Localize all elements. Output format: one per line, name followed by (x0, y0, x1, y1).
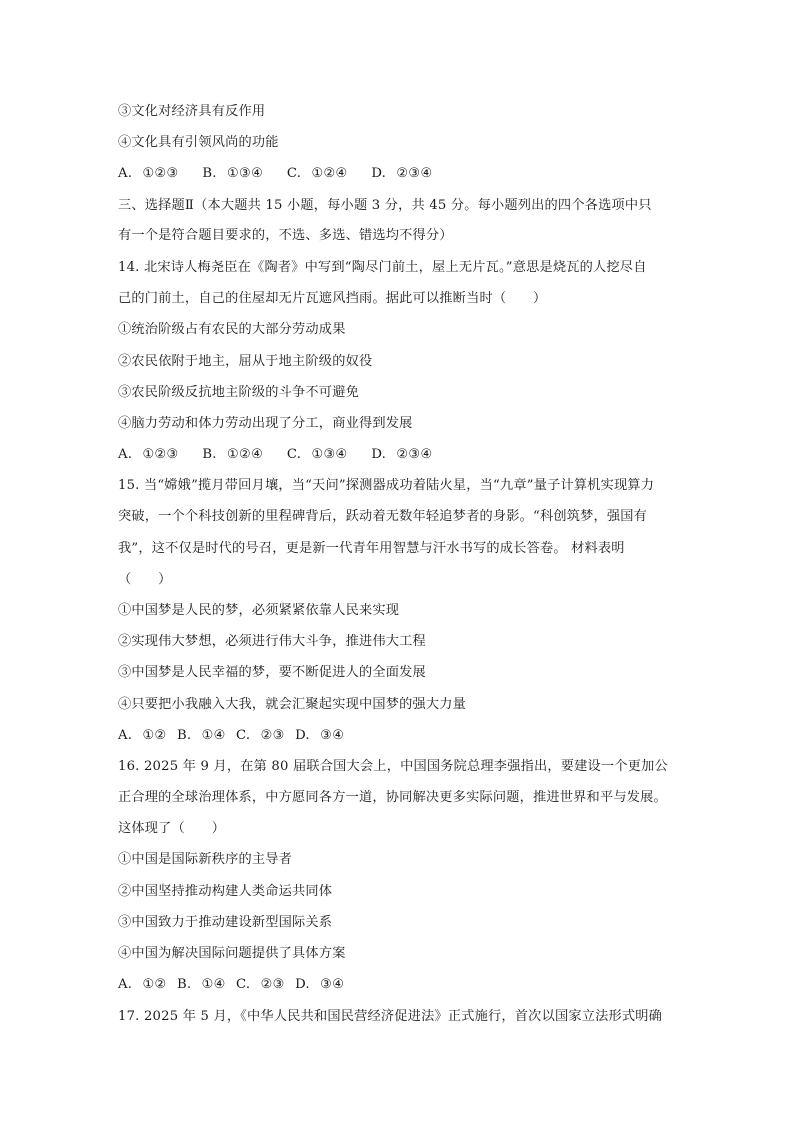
option-line: ③中国梦是人民幸福的梦，要不断促进人的全面发展 (118, 665, 426, 680)
option-line: ①统治阶级占有农民的大部分劳动成果 (118, 322, 346, 337)
question-14-stem: 14. 北宋诗人梅尧臣在《陶者》中写到“陶尽门前土，屋上无片瓦。”意思是烧瓦的人挖尽自 (118, 260, 647, 275)
option-line: ③农民阶级反抗地主阶级的斗争不可避免 (118, 385, 359, 400)
option-line: ③中国致力于推动建设新型国际关系 (118, 915, 333, 930)
option-line: ②中国坚持推动构建人类命运共同体 (118, 884, 333, 899)
answer-choices: A. ①②③ B. ①②④ C. ①③④ D. ②③④ (118, 447, 433, 462)
section-heading: 三、选择题Ⅱ（本大题共 15 小题，每小题 3 分，共 45 分。每小题列出的四个各选项中只 (118, 198, 652, 213)
question-16-stem-continued: 正合理的全球治理体系，中方愿同各方一道，协同解决更多实际问题，推进世界和平与发展。 (118, 790, 667, 805)
answer-choices: A. ①② B. ①④ C. ②③ D. ③④ (118, 977, 345, 992)
answer-choices: A. ①②③ B. ①③④ C. ①②④ D. ②③④ (118, 166, 433, 181)
answer-choices: A. ①② B. ①④ C. ②③ D. ③④ (118, 728, 345, 743)
question-17-stem: 17. 2025 年 5 月，《中华人民共和国民营经济促进法》正式施行，首次以国家立法形式明确 (118, 1009, 663, 1024)
question-16-stem: 16. 2025 年 9 月，在第 80 届联合国大会上，中国国务院总理李强指出，要建设一个更加公 (118, 759, 668, 774)
option-line: ③文化对经济具有反作用 (118, 104, 266, 119)
question-15-stem-continued: 我”，这不仅是时代的号召，更是新一代青年用智慧与汗水书写的成长答卷。 材料表明 (118, 541, 625, 556)
option-line: ①中国是国际新秩序的主导者 (118, 852, 293, 867)
option-line: ④文化具有引领风尚的功能 (118, 135, 279, 150)
option-line: ②实现伟大梦想，必须进行伟大斗争，推进伟大工程 (118, 634, 426, 649)
option-line: ④脑力劳动和体力劳动出现了分工，商业得到发展 (118, 416, 413, 431)
option-line: ②农民依附于地主，屈从于地主阶级的奴役 (118, 354, 373, 369)
option-line: ④只要把小我融入大我，就会汇聚起实现中国梦的强大力量 (118, 697, 467, 712)
option-line: ①中国梦是人民的梦，必须紧紧依靠人民来实现 (118, 603, 400, 618)
section-heading-continued: 有一个是符合题目要求的，不选、多选、错选均不得分） (118, 228, 453, 243)
option-line: ④中国为解决国际问题提供了具体方案 (118, 946, 346, 961)
question-15-blank: （ ） (118, 572, 172, 587)
question-15-stem-continued: 突破，一个个科技创新的里程碑背后，跃动着无数年轻追梦者的身影。“科创筑梦，强国有 (118, 509, 648, 524)
question-15-stem: 15. 当“嫦娥”揽月带回月壤，当“天问”探测器成功着陆火星，当“九章”量子计算机实现算力 (118, 478, 655, 493)
question-16-stem-continued: 这体现了（ ） (118, 821, 226, 836)
question-14-stem-continued: 己的门前土，自己的住屋却无片瓦遮风挡雨。据此可以推断当时（ ） (118, 291, 547, 306)
